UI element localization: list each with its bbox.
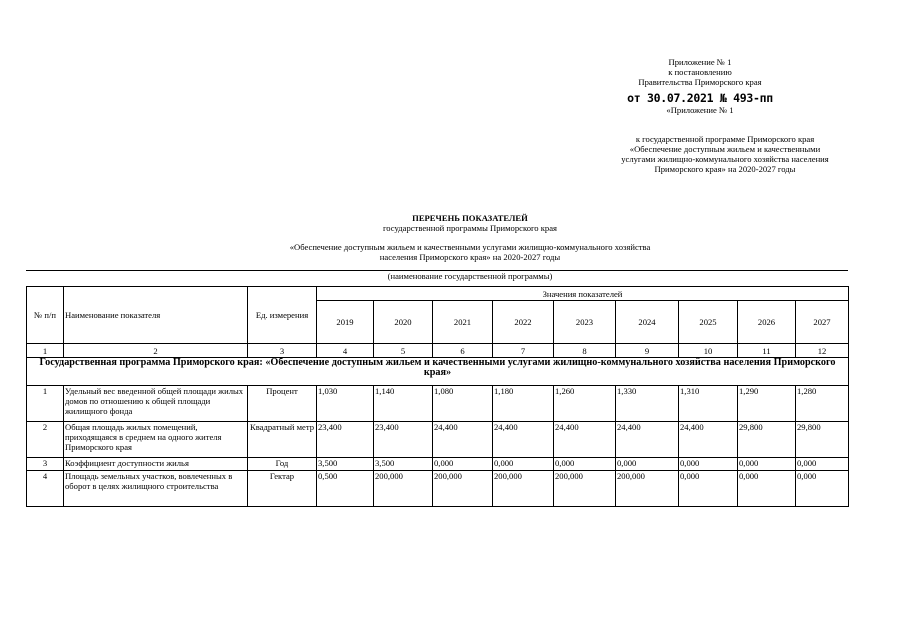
header-year: 2025 [679,301,738,344]
row-value: 0,000 [433,458,493,471]
title-block [180,213,760,262]
program-ref-line4: Приморского края» на 2020-2027 годы [654,164,796,174]
row-num: 1 [27,386,64,422]
program-ref-line3: услугами жилищно-коммунального хозяйства населения [621,154,829,164]
row-value: 1,260 [554,386,616,422]
row-name: Удельный вес введенной общей площади жилых домов по отношению к общей площади жилищного фонда [64,386,248,422]
column-number: 4 [317,344,374,358]
row-num: 4 [27,471,64,507]
column-number: 11 [738,344,796,358]
header-year: 2022 [493,301,554,344]
resolution-stamp: от 30.07.2021 № 493-пп [627,91,773,105]
row-value: 1,140 [374,386,433,422]
row-value: 23,400 [317,422,374,458]
program-name-line2: населения Приморского края» на 2020-2027 годы [379,252,561,262]
column-number: 8 [554,344,616,358]
program-name-caption: (наименование государственной программы) [387,271,553,281]
row-value: 29,800 [738,422,796,458]
table-row [27,422,849,458]
header-unit: Ед. измерения [248,287,317,344]
column-numbers-row [27,344,849,358]
appendix-line1: Приложение № 1 [668,57,732,67]
header-name: Наименование показателя [64,287,248,344]
row-num: 3 [27,458,64,471]
row-value: 0,000 [679,458,738,471]
header-year: 2019 [317,301,374,344]
table-row [27,386,849,422]
row-value: 29,800 [796,422,849,458]
program-ref-line1: к государственной программе Приморского края [635,134,815,144]
row-value: 200,000 [493,471,554,507]
indicators-table [26,286,849,507]
row-value: 24,400 [554,422,616,458]
page-subtitle: государственной программы Приморского края [382,223,557,233]
column-number: 5 [374,344,433,358]
row-value: 1,080 [433,386,493,422]
header-year: 2023 [554,301,616,344]
page-title: ПЕРЕЧЕНЬ ПОКАЗАТЕЛЕЙ [412,213,528,223]
row-value: 200,000 [374,471,433,507]
column-number: 10 [679,344,738,358]
row-value: 0,000 [679,471,738,507]
program-row [27,358,849,386]
row-value: 1,290 [738,386,796,422]
program-name-line1: «Обеспечение доступным жильем и качественными услугами жилищно-коммунального хозяйства [289,242,651,252]
row-value: 0,000 [796,471,849,507]
row-unit: Гектар [248,471,317,507]
row-value: 0,000 [738,471,796,507]
header-year: 2024 [616,301,679,344]
row-value: 3,500 [317,458,374,471]
appendix-line2: к постановлению [668,67,732,77]
column-number: 2 [64,344,248,358]
header-num: № п/п [27,287,64,344]
program-ref-line2: «Обеспечение доступным жильем и качественными [629,144,821,154]
row-name: Площадь земельных участков, вовлеченных в оборот в целях жилищного строительства [64,471,248,507]
column-number: 9 [616,344,679,358]
column-number: 3 [248,344,317,358]
row-value: 24,400 [493,422,554,458]
row-value: 1,280 [796,386,849,422]
column-number: 1 [27,344,64,358]
appendix-line4: «Приложение № 1 [666,105,734,115]
row-value: 1,310 [679,386,738,422]
appendix-line3: Правительства Приморского края [638,77,762,87]
row-value: 0,000 [493,458,554,471]
header-values: Значения показателей [317,287,849,301]
row-value: 0,000 [796,458,849,471]
row-value: 3,500 [374,458,433,471]
row-value: 0,000 [738,458,796,471]
row-value: 200,000 [433,471,493,507]
program-reference-block [590,134,860,174]
row-name: Общая площадь жилых помещений, приходящаяся в среднем на одного жителя Приморского края [64,422,248,458]
header-row-top [27,287,849,301]
row-value: 0,000 [616,458,679,471]
column-number: 6 [433,344,493,358]
row-unit: Квадратный метр [248,422,317,458]
row-value: 24,400 [433,422,493,458]
column-number: 12 [796,344,849,358]
row-value: 23,400 [374,422,433,458]
row-value: 24,400 [616,422,679,458]
row-num: 2 [27,422,64,458]
row-value: 1,030 [317,386,374,422]
header-year: 2026 [738,301,796,344]
header-year: 2020 [374,301,433,344]
table-row [27,458,849,471]
row-value: 1,180 [493,386,554,422]
table-row [27,471,849,507]
row-value: 200,000 [616,471,679,507]
row-value: 200,000 [554,471,616,507]
row-name: Коэффициент доступности жилья [64,458,248,471]
row-value: 24,400 [679,422,738,458]
appendix-block [600,57,800,115]
row-value: 1,330 [616,386,679,422]
row-unit: Процент [248,386,317,422]
header-year: 2027 [796,301,849,344]
program-row-text: Государственная программа Приморского края: «Обеспечение доступным жильем и качественными услугами жилищно-коммунального хозяйства населения Приморского края» [27,358,849,386]
header-year: 2021 [433,301,493,344]
column-number: 7 [493,344,554,358]
row-value: 0,500 [317,471,374,507]
row-value: 0,000 [554,458,616,471]
row-unit: Год [248,458,317,471]
